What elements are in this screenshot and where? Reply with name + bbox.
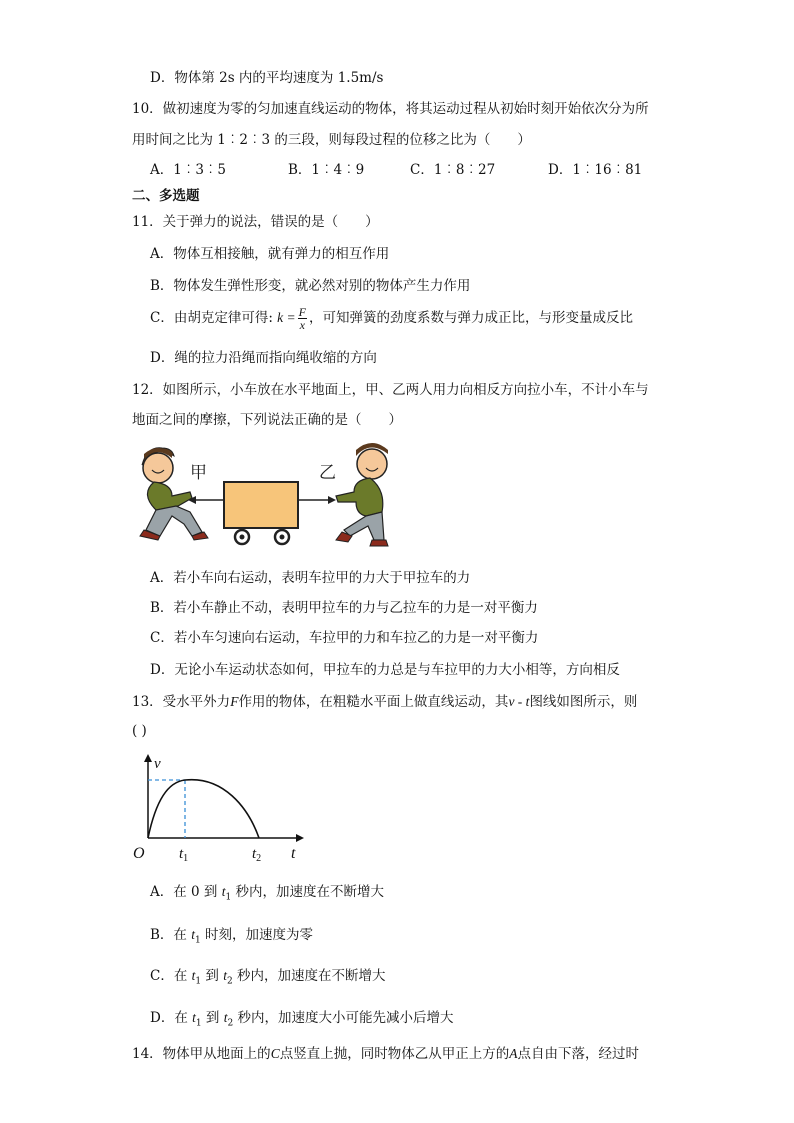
q11-option-b: B．物体发生弹性形变，就必然对别的物体产生力作用 [150, 278, 471, 294]
q12-stem-line2: 地面之间的摩擦，下列说法正确的是（ ） [132, 412, 402, 428]
q10-stem-line2: 用时间之比为 1︰2︰3 的三段，则每段过程的位移之比为（ ） [132, 132, 531, 148]
q10-option-d: D．1︰16︰81 [548, 162, 643, 178]
q11-option-c: C．由胡克定律可得: k = $\frac{F}{x}$ ，可知弹簧的劲度系数与弹力成正比，与形变量成反比 [150, 305, 633, 332]
q10-option-b: B．1︰4︰9 [288, 162, 365, 178]
tug-of-war-figure [132, 440, 402, 552]
q9-option-d: D．物体第 2s 内的平均速度为 1.5m/s [150, 70, 384, 86]
q12-option-c: C．若小车匀速向右运动，车拉甲的力和车拉乙的力是一对平衡力 [150, 630, 539, 646]
q12-option-b: B．若小车静止不动，表明甲拉车的力与乙拉车的力是一对平衡力 [150, 600, 538, 616]
person-right-icon [336, 443, 388, 546]
q13-option-b: B．在 $t_1$ 时刻，加速度为零 [150, 927, 314, 946]
vt-curve [148, 780, 259, 838]
q13-stem-line2: ( ) [132, 723, 147, 739]
q12-option-d: D．无论小车运动状态如何，甲拉车的力总是与车拉甲的力大小相等，方向相反 [150, 662, 620, 678]
q10-stem-line1: 10．做初速度为零的匀加速直线运动的物体，将其运动过程从初始时刻开始依次分为所 [132, 101, 649, 117]
axis-v-label: v [154, 756, 161, 772]
origin-label: O [133, 845, 145, 862]
q12-stem-line1: 12．如图所示，小车放在水平地面上，甲、乙两人用力向相反方向拉小车，不计小车与 [132, 382, 649, 398]
q11-option-d: D．绳的拉力沿绳而指向绳收缩的方向 [150, 350, 377, 366]
q14-stem-line1: 14．物体甲从地面上的C点竖直上抛，同时物体乙从甲正上方的A点自由下落，经过时 [132, 1046, 639, 1062]
t-axis-arrow-icon [296, 834, 304, 842]
q12-option-a: A．若小车向右运动，表明车拉甲的力大于甲拉车的力 [150, 570, 471, 586]
svg-text:t1: $t_1$ [179, 846, 189, 864]
v-axis-arrow-icon [144, 754, 152, 762]
person-left-icon [140, 448, 208, 540]
q10-option-a: A．1︰3︰5 [150, 162, 227, 178]
section-title: 二、多选题 [132, 188, 200, 204]
q11-option-a: A．物体互相接触，就有弹力的相互作用 [150, 246, 390, 262]
label-jia: 甲 [190, 463, 207, 482]
q13-option-d: D．在 $t_1$ 到 $t_2$ 秒内，加速度大小可能先减小后增大 [150, 1010, 454, 1029]
q13-stem-line1: 13．受水平外力F作用的物体，在粗糙水平面上做直线运动，其v - t图线如图所示，则 [132, 694, 638, 710]
label-yi: 乙 [319, 463, 336, 482]
q11-stem: 11．关于弹力的说法，错误的是（ ） [132, 214, 379, 230]
axis-t-label: t [291, 845, 296, 862]
formula-k: k = [277, 310, 296, 325]
q13-option-c: C．在 $t_1$ 到 $t_2$ 秒内，加速度在不断增大 [150, 968, 386, 987]
formula-fraction: $\frac{F}{x}$ [298, 305, 306, 332]
svg-text:t2: $t_2$ [252, 846, 262, 864]
cart-body [224, 482, 298, 528]
q10-option-c: C．1︰8︰27 [410, 162, 496, 178]
q13-option-a: A．在 0 到 $t_1$ 秒内，加速度在不断增大 [150, 884, 385, 903]
vt-graph [128, 752, 313, 864]
arrow-right-icon [328, 496, 336, 504]
